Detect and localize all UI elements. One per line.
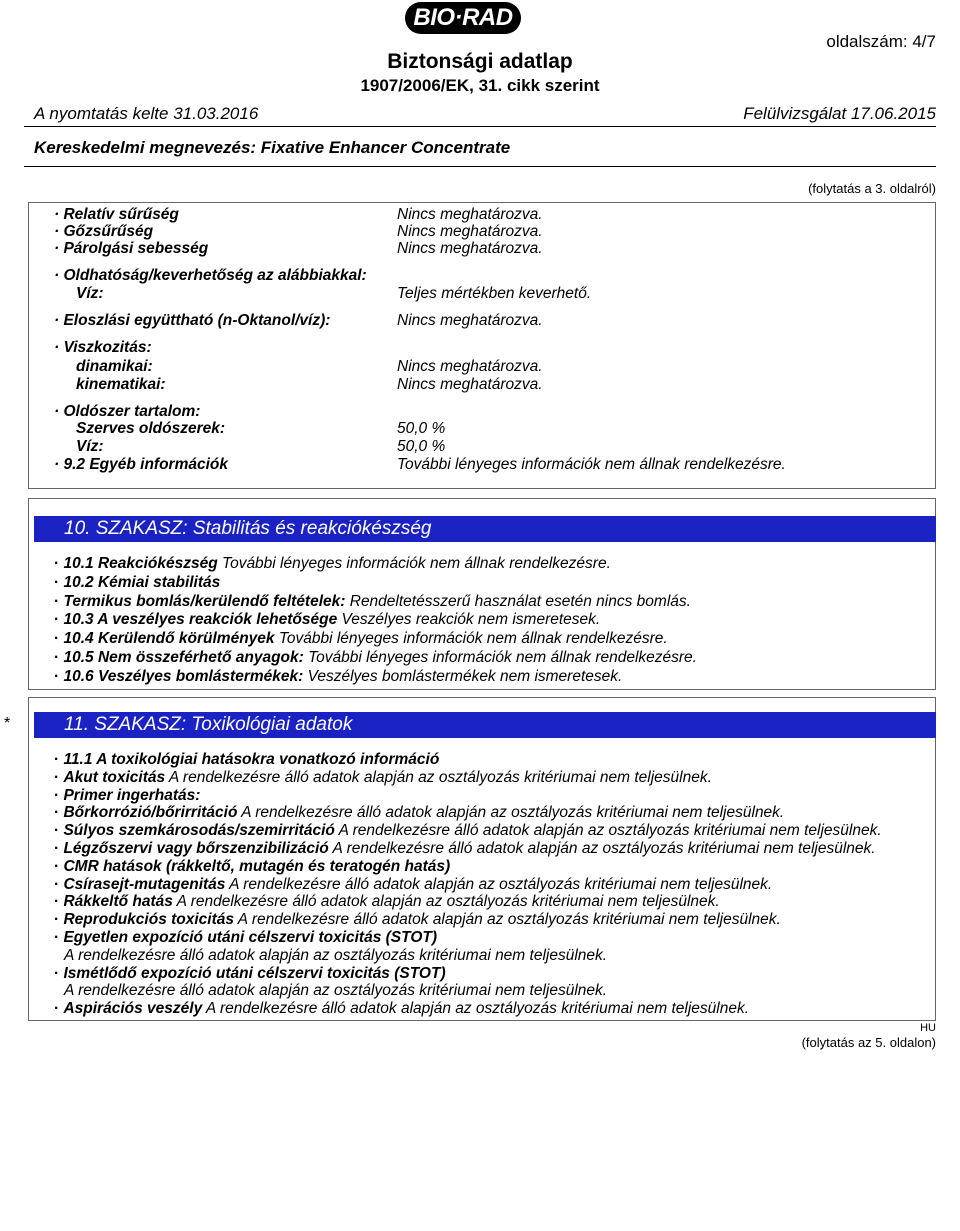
section11-line-heading: Rákkeltő hatás bbox=[63, 893, 173, 911]
section10-line-text: További lényeges információk nem állnak rendelkezésre. bbox=[274, 630, 668, 648]
property-label: · Gőzsűrűség bbox=[54, 223, 154, 240]
section10-line: · 10.3 A veszélyes reakciók lehetősége Veszélyes reakciók nem ismeretesek. bbox=[54, 611, 601, 629]
section11-line: · Bőrkorrózió/bőrirritáció A rendelkezésre álló adatok alapján az osztályozás kritériumai nem teljesülnek. bbox=[54, 804, 785, 822]
property-value: Teljes mértékben keverhető. bbox=[397, 285, 592, 302]
section11-line-heading: Légzőszervi vagy bőrszenzibilizáció bbox=[63, 840, 329, 857]
section11-line-text: A rendelkezésre álló adatok alapján az osztályozás kritériumai nem teljesülnek. bbox=[334, 822, 882, 840]
section9-label bbox=[54, 339, 152, 357]
property-value: Nincs meghatározva. bbox=[397, 240, 543, 257]
property-value: Nincs meghatározva. bbox=[397, 223, 543, 240]
property-label: dinamikai: bbox=[76, 358, 153, 375]
property-label: Víz: bbox=[76, 285, 104, 302]
section11-line-heading: 11.1 A toxikológiai hatásokra vonatkozó információ bbox=[63, 751, 440, 768]
section11-heading: 11. SZAKASZ: Toxikológiai adatok bbox=[34, 712, 936, 738]
revision-date: Felülvizsgálat 17.06.2015 bbox=[743, 104, 936, 123]
property-value: Nincs meghatározva. bbox=[397, 376, 543, 393]
section11-line-heading: Akut toxicitás bbox=[63, 768, 166, 786]
section11-line-text: A rendelkezésre álló adatok alapján az osztályozás kritériumai nem teljesülnek. bbox=[64, 982, 608, 1000]
section11-line: · 11.1 A toxikológiai hatásokra vonatkozó információ bbox=[54, 751, 440, 768]
section10-line-heading: 10.5 Nem összeférhető anyagok: bbox=[63, 649, 304, 666]
trade-name: Kereskedelmi megnevezés: Fixative Enhancer Concentrate bbox=[34, 138, 511, 157]
change-marker: * bbox=[4, 715, 11, 732]
document-title: Biztonsági adatlap bbox=[387, 50, 573, 73]
section9-label bbox=[54, 206, 179, 224]
header-rule bbox=[24, 126, 936, 127]
property-label: Szerves oldószerek: bbox=[76, 420, 226, 437]
property-value: További lényeges információk nem állnak rendelkezésre. bbox=[397, 456, 786, 473]
section10-line: · 10.1 Reakciókészség További lényeges információk nem állnak rendelkezésre. bbox=[54, 555, 611, 572]
section10-line: · 10.2 Kémiai stabilitás bbox=[54, 573, 221, 591]
section11-line-text: A rendelkezésre álló adatok alapján az osztályozás kritériumai nem teljesülnek. bbox=[172, 893, 720, 911]
section11-line-heading: Aspirációs veszély bbox=[63, 1000, 203, 1018]
section10-line-text: További lényeges információk nem állnak rendelkezésre. bbox=[217, 555, 611, 572]
section9-label bbox=[54, 456, 228, 474]
section11-line: · Aspirációs veszély A rendelkezésre álló adatok alapján az osztályozás kritériumai nem teljesülnek. bbox=[54, 1000, 750, 1018]
property-label: · Relatív sűrűség bbox=[54, 206, 179, 223]
section9-label bbox=[76, 376, 166, 394]
property-label: · Viszkozitás: bbox=[54, 339, 152, 356]
property-label: · Oldószer tartalom: bbox=[54, 403, 201, 420]
section9-label bbox=[54, 312, 330, 330]
section11-line: · Légzőszervi vagy bőrszenzibilizáció A rendelkezésre álló adatok alapján az osztályozás kritériumai nem teljesülnek. bbox=[54, 840, 876, 857]
section9-label bbox=[76, 285, 104, 303]
section11-line-heading: Primer ingerhatás: bbox=[63, 786, 201, 804]
section10-line: · 10.5 Nem összeférhető anyagok: További lényeges információk nem állnak rendelkezésre. bbox=[54, 649, 697, 666]
property-label: · Eloszlási együttható (n-Oktanol/víz): bbox=[54, 312, 331, 329]
section11-line: · Súlyos szemkárosodás/szemirritáció A rendelkezésre álló adatok alapján az osztályozás kritériumai nem teljesülnek. bbox=[54, 822, 882, 840]
section11-line-heading: Reprodukciós toxicitás bbox=[63, 911, 235, 929]
property-value: Nincs meghatározva. bbox=[397, 206, 543, 223]
section10-heading: 10. SZAKASZ: Stabilitás és reakciókészség bbox=[34, 516, 936, 542]
section11-line-heading: CMR hatások (rákkeltő, mutagén és teratogén hatás) bbox=[63, 857, 451, 875]
section10-line-text: Veszélyes reakciók nem ismeretesek. bbox=[337, 611, 601, 629]
section9-label bbox=[76, 358, 153, 376]
section9-label bbox=[76, 420, 225, 438]
section9-label bbox=[54, 223, 153, 241]
section10-line-text: További lényeges információk nem állnak rendelkezésre. bbox=[303, 649, 697, 666]
section11-line: · Primer ingerhatás: bbox=[54, 786, 201, 804]
section11-line: · Rákkeltő hatás A rendelkezésre álló adatok alapján az osztályozás kritériumai nem teljesülnek. bbox=[54, 893, 720, 911]
section11-line-text: A rendelkezésre álló adatok alapján az osztályozás kritériumai nem teljesülnek. bbox=[225, 875, 773, 893]
section10-line-heading: 10.6 Veszélyes bomlástermékek: bbox=[63, 667, 304, 685]
section11-line: · CMR hatások (rákkeltő, mutagén és teratogén hatás) bbox=[54, 857, 451, 875]
section11-line: · Egyetlen expozíció utáni célszervi toxicitás (STOT) bbox=[54, 929, 438, 946]
section11-line-heading: Egyetlen expozíció utáni célszervi toxicitás (STOT) bbox=[63, 929, 438, 946]
language-code: HU bbox=[920, 1022, 936, 1034]
section10-line-text: Veszélyes bomlástermékek nem ismeretesek. bbox=[303, 667, 623, 685]
section11-line: · Csírasejt-mutagenitás A rendelkezésre álló adatok alapján az osztályozás kritériumai nem teljesülnek. bbox=[54, 875, 773, 893]
section10-line: · Termikus bomlás/kerülendő feltételek: Rendeltetésszerű használat esetén nincs bomlás. bbox=[54, 592, 691, 610]
section11-line-heading: Csírasejt-mutagenitás bbox=[63, 875, 226, 893]
section10-line-text: Rendeltetésszerű használat esetén nincs bomlás. bbox=[345, 592, 691, 610]
property-label: · Párolgási sebesség bbox=[54, 240, 209, 257]
section11-line-text: A rendelkezésre álló adatok alapján az osztályozás kritériumai nem teljesülnek. bbox=[64, 946, 608, 964]
document-subtitle: 1907/2006/EK, 31. cikk szerint bbox=[360, 76, 600, 95]
property-label: · Oldhatóság/keverhetőség az alábbiakkal: bbox=[54, 267, 367, 284]
section11-line: · Ismétlődő expozíció utáni célszervi toxicitás (STOT) bbox=[54, 964, 446, 982]
section11-line-text: A rendelkezésre álló adatok alapján az osztályozás kritériumai nem teljesülnek. bbox=[328, 840, 876, 857]
property-value: Nincs meghatározva. bbox=[397, 358, 543, 375]
section10-line: · 10.4 Kerülendő körülmények További lényeges információk nem állnak rendelkezésre. bbox=[54, 630, 668, 648]
section10-line: · 10.6 Veszélyes bomlástermékek: Veszélyes bomlástermékek nem ismeretesek. bbox=[54, 667, 623, 685]
section11-line-text: A rendelkezésre álló adatok alapján az osztályozás kritériumai nem teljesülnek. bbox=[165, 768, 712, 786]
continued-to: (folytatás az 5. oldalon) bbox=[801, 1035, 936, 1050]
section11-line-heading: Súlyos szemkárosodás/szemirritáció bbox=[63, 822, 335, 840]
property-label: Víz: bbox=[76, 438, 104, 455]
property-label: · 9.2 Egyéb információk bbox=[54, 456, 228, 473]
section10-line-heading: 10.4 Kerülendő körülmények bbox=[63, 630, 275, 648]
property-value: Nincs meghatározva. bbox=[397, 312, 543, 329]
section11-line-heading: Ismétlődő expozíció utáni célszervi toxicitás (STOT) bbox=[63, 964, 446, 982]
page-number: oldalszám: 4/7 bbox=[826, 32, 936, 51]
section11-line-text: A rendelkezésre álló adatok alapján az osztályozás kritériumai nem teljesülnek. bbox=[237, 804, 785, 822]
section11-line: · Akut toxicitás A rendelkezésre álló adatok alapján az osztályozás kritériumai nem teljesülnek. bbox=[54, 768, 712, 786]
section11-line bbox=[64, 947, 607, 965]
section9-label bbox=[76, 438, 104, 456]
header-rule-2 bbox=[24, 166, 936, 167]
section9-label bbox=[54, 403, 200, 421]
section9-label bbox=[54, 240, 208, 258]
bio-rad-logo: BIO·RAD bbox=[405, 2, 521, 34]
section11-line: · Reprodukciós toxicitás A rendelkezésre álló adatok alapján az osztályozás kritériumai nem teljesülnek. bbox=[54, 911, 781, 929]
continued-from: (folytatás a 3. oldalról) bbox=[808, 181, 936, 196]
section10-line-heading: 10.2 Kémiai stabilitás bbox=[63, 573, 221, 591]
print-date: A nyomtatás kelte 31.03.2016 bbox=[34, 104, 259, 123]
property-value: 50,0 % bbox=[397, 420, 446, 437]
section11-line-text: A rendelkezésre álló adatok alapján az osztályozás kritériumai nem teljesülnek. bbox=[234, 911, 781, 929]
property-value: 50,0 % bbox=[397, 438, 446, 455]
section10-line-heading: 10.1 Reakciókészség bbox=[63, 555, 218, 572]
section10-line-heading: Termikus bomlás/kerülendő feltételek: bbox=[63, 592, 346, 610]
section11-line-heading: Bőrkorrózió/bőrirritáció bbox=[63, 804, 238, 822]
section10-line-heading: 10.3 A veszélyes reakciók lehetősége bbox=[63, 611, 338, 629]
section11-line bbox=[64, 982, 607, 1000]
section9-label bbox=[54, 267, 367, 285]
section11-line-text: A rendelkezésre álló adatok alapján az osztályozás kritériumai nem teljesülnek. bbox=[202, 1000, 750, 1018]
property-label: kinematikai: bbox=[76, 376, 166, 393]
